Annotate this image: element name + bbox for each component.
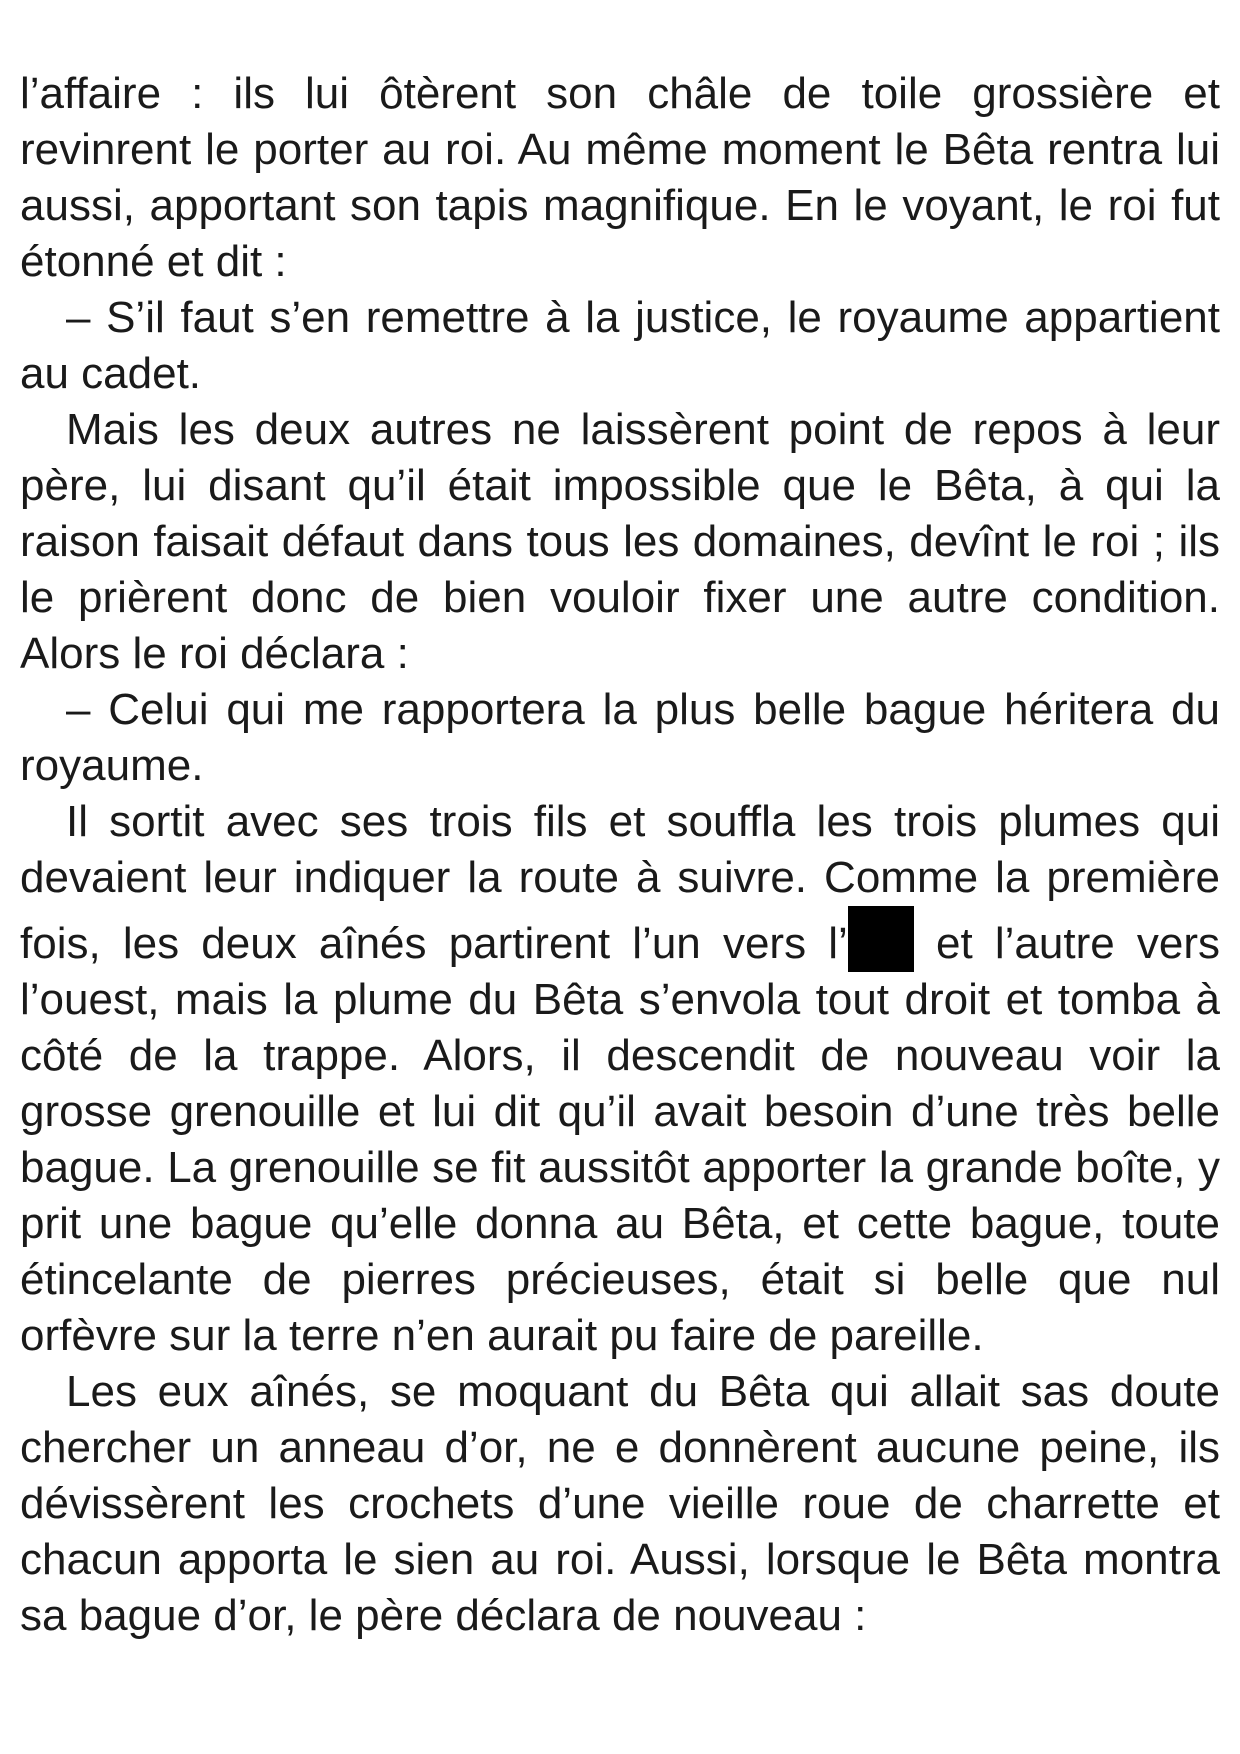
paragraph-6: Les eux aînés, se moquant du Bêta qui allait sas doute chercher un anneau d’or, ne e donnèrent aucune peine, ils dévissèrent les crochets d’une vieille roue de charrette et chacun apporta le sien au roi. Aussi, lorsque le Bêta montra sa bague d’or, le père déclara de nouveau : [20, 1367, 1220, 1640]
paragraph-5 [20, 794, 1220, 1364]
paragraph-4-dialogue: – Celui qui me rapportera la plus belle bague héritera du royaume. [20, 685, 1220, 790]
paragraph-2-dialogue: – S’il faut s’en remettre à la justice, le royaume appartient au cadet. [20, 293, 1220, 398]
redaction-box [848, 906, 914, 972]
paragraph-1: l’affaire : ils lui ôtèrent son châle de toile grossière et revinrent le porter au roi. Au même moment le Bêta rentra lui aussi, apportant son tapis magnifique. En le voyant, le roi fut étonné et dit : [20, 69, 1220, 286]
paragraph-3: Mais les deux autres ne laissèrent point de repos à leur père, lui disant qu’il était impossible que le Bêta, à qui la raison faisait défaut dans tous les domaines, devînt le roi ; ils le prièrent donc de bien vouloir fixer une autre condition. Alors le roi déclara : [20, 405, 1220, 678]
paragraph-5-before-redaction: Il sortit avec ses trois fils et souffla les trois plumes qui devaient leur indiquer la route à suivre. Comme la première fois, les deux aînés partirent l’un vers l’ [20, 797, 1220, 968]
body-text [20, 66, 1220, 1644]
paragraph-5-after-redaction: et l’autre vers l’ouest, mais la plume du Bêta s’envola tout droit et tomba à côté de la trappe. Alors, il descendit de nouveau voir la grosse grenouille et lui dit qu’il avait besoin d’une très belle bague. La grenouille se fit aussitôt apporter la grande boîte, y prit une bague qu’elle donna au Bêta, et cette bague, toute étincelante de pierres précieuses, était si belle que nul orfèvre sur la terre n’en aurait pu faire de pareille. [20, 919, 1220, 1360]
